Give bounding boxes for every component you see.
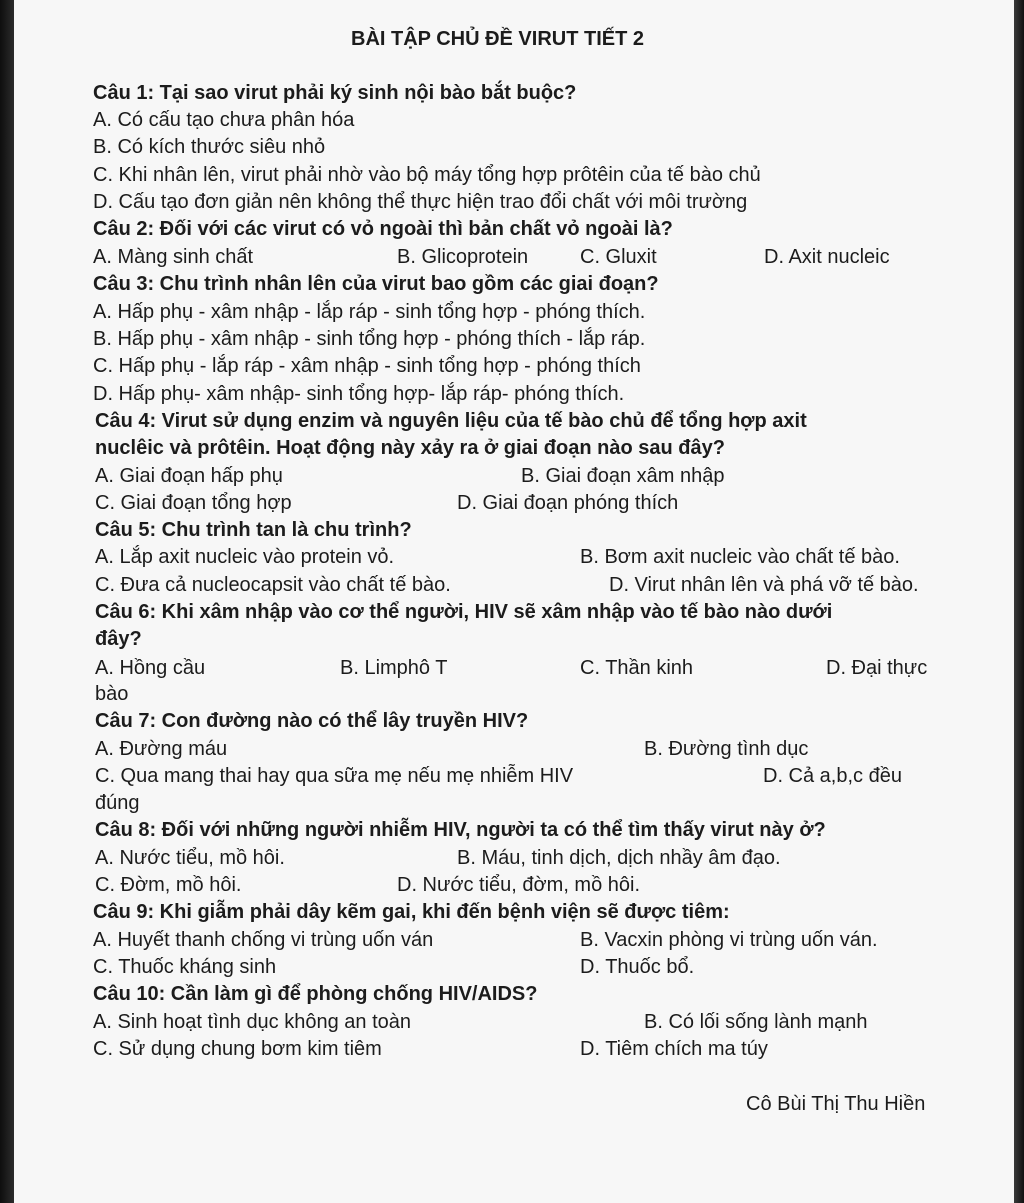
q7-option-c: C. Qua mang thai hay qua sữa mẹ nếu mẹ nhiễm HIV: [95, 765, 574, 787]
q2-option-b: B. Glicoprotein: [397, 246, 529, 268]
question-10: Câu 10: Cần làm gì để phòng chống HIV/AIDS?: [93, 983, 538, 1005]
q4-option-d: D. Giai đoạn phóng thích: [457, 492, 679, 514]
worksheet-page: [14, 0, 1014, 1203]
question-9: Câu 9: Khi giẫm phải dây kẽm gai, khi đến bệnh viện sẽ được tiêm:: [93, 901, 730, 923]
q1-option-a: A. Có cấu tạo chưa phân hóa: [93, 109, 355, 131]
q4-option-c: C. Giai đoạn tổng hợp: [95, 492, 292, 514]
q7-option-a: A. Đường máu: [95, 738, 228, 760]
photo-edge-left: [0, 0, 14, 1203]
q3-option-d: D. Hấp phụ- xâm nhập- sinh tổng hợp- lắp ráp- phóng thích.: [93, 383, 625, 405]
q9-option-b: B. Vacxin phòng vi trùng uốn ván.: [580, 929, 878, 951]
q8-option-a: A. Nước tiểu, mồ hôi.: [95, 847, 285, 869]
q5-option-c: C. Đưa cả nucleocapsit vào chất tế bào.: [95, 574, 451, 596]
q2-option-a: A. Màng sinh chất: [93, 246, 254, 268]
question-8: Câu 8: Đối với những người nhiễm HIV, người ta có thể tìm thấy virut này ở?: [95, 819, 826, 841]
question-2: Câu 2: Đối với các virut có vỏ ngoài thì bản chất vỏ ngoài là?: [93, 218, 673, 240]
q6-option-b: B. Limphô T: [340, 657, 448, 679]
q9-option-a: A. Huyết thanh chống vi trùng uốn ván: [93, 929, 434, 951]
q10-option-b: B. Có lối sống lành mạnh: [644, 1011, 868, 1033]
q6-option-d-continued: bào: [95, 683, 129, 705]
q6-option-a: A. Hồng cầu: [95, 657, 206, 679]
q10-option-a: A. Sinh hoạt tình dục không an toàn: [93, 1011, 412, 1033]
q8-option-c: C. Đờm, mồ hôi.: [95, 874, 242, 896]
q7-option-d: D. Cả a,b,c đều: [763, 765, 902, 787]
q2-option-d: D. Axit nucleic: [764, 246, 890, 268]
q8-option-d: D. Nước tiểu, đờm, mồ hôi.: [397, 874, 641, 896]
q9-option-c: C. Thuốc kháng sinh: [93, 956, 277, 978]
q2-option-c: C. Gluxit: [580, 246, 657, 268]
q1-option-b: B. Có kích thước siêu nhỏ: [93, 136, 326, 158]
q10-option-d: D. Tiêm chích ma túy: [580, 1038, 768, 1060]
question-4-line-1: Câu 4: Virut sử dụng enzim và nguyên liệu của tế bào chủ để tổng hợp axit: [95, 410, 807, 432]
q7-option-d-continued: đúng: [95, 792, 140, 814]
q4-option-b: B. Giai đoạn xâm nhập: [521, 465, 725, 487]
q5-option-b: B. Bơm axit nucleic vào chất tế bào.: [580, 546, 900, 568]
q6-option-c: C. Thần kinh: [580, 657, 694, 679]
q8-option-b: B. Máu, tinh dịch, dịch nhầy âm đạo.: [457, 847, 781, 869]
question-6-line-2: đây?: [95, 628, 142, 650]
q3-option-c: C. Hấp phụ - lắp ráp - xâm nhập - sinh tổng hợp - phóng thích: [93, 355, 641, 377]
worksheet-title: BÀI TẬP CHỦ ĐỀ VIRUT TIẾT 2: [351, 28, 644, 50]
q4-option-a: A. Giai đoạn hấp phụ: [95, 465, 283, 487]
q5-option-d: D. Virut nhân lên và phá vỡ tế bào.: [609, 574, 919, 596]
question-4-line-2: nuclêic và prôtêin. Hoạt động này xảy ra ở giai đoạn nào sau đây?: [95, 437, 725, 459]
question-7: Câu 7: Con đường nào có thể lây truyền HIV?: [95, 710, 529, 732]
q1-option-c: C. Khi nhân lên, virut phải nhờ vào bộ máy tổng hợp prôtêin của tế bào chủ: [93, 164, 761, 186]
q3-option-b: B. Hấp phụ - xâm nhập - sinh tổng hợp - phóng thích - lắp ráp.: [93, 328, 646, 350]
q7-option-b: B. Đường tình dục: [644, 738, 809, 760]
q3-option-a: A. Hấp phụ - xâm nhập - lắp ráp - sinh tổng hợp - phóng thích.: [93, 301, 646, 323]
author-signature: Cô Bùi Thị Thu Hiền: [746, 1093, 926, 1115]
question-6-line-1: Câu 6: Khi xâm nhập vào cơ thể người, HIV sẽ xâm nhập vào tế bào nào dưới: [95, 601, 833, 623]
q5-option-a: A. Lắp axit nucleic vào protein vỏ.: [95, 546, 395, 568]
photo-edge-right: [1014, 0, 1024, 1203]
question-3: Câu 3: Chu trình nhân lên của virut bao gồm các giai đoạn?: [93, 273, 659, 295]
q1-option-d: D. Cấu tạo đơn giản nên không thể thực hiện trao đổi chất với môi trường: [93, 191, 748, 213]
question-5: Câu 5: Chu trình tan là chu trình?: [95, 519, 412, 541]
q6-option-d: D. Đại thực: [826, 657, 928, 679]
q10-option-c: C. Sử dụng chung bơm kim tiêm: [93, 1038, 382, 1060]
q9-option-d: D. Thuốc bổ.: [580, 956, 695, 978]
question-1: Câu 1: Tại sao virut phải ký sinh nội bào bắt buộc?: [93, 82, 577, 104]
